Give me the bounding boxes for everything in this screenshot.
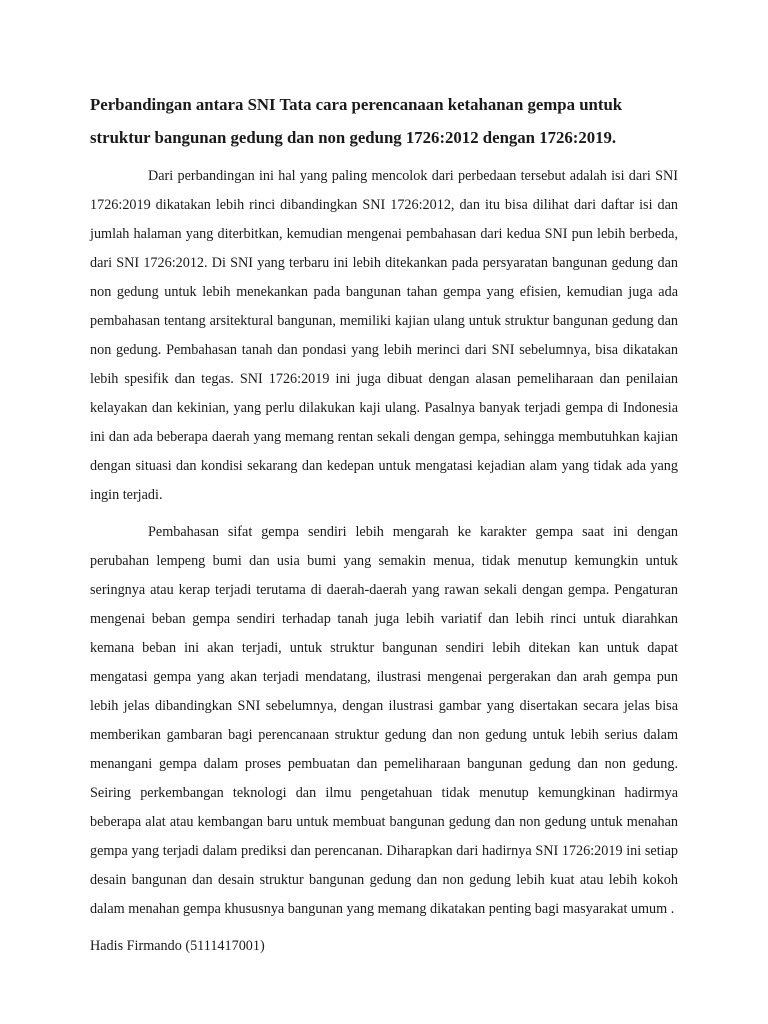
paragraph-2: Pembahasan sifat gempa sendiri lebih mengarah ke karakter gempa saat ini dengan perubahan lempeng bumi dan usia bumi yang semakin menua, tidak menutup kemungkin untuk seringnya atau kerap terjadi terutama di daerah-daerah yang rawan sekali dengan gempa. Pengaturan mengenai beban gempa sendiri terhadap tanah juga lebih variatif dan lebih rinci untuk diarahkan kemana beban ini akan terjadi, untuk struktur bangunan sendiri lebih ditekan kan untuk dapat mengatasi gempa yang akan terjadi mendatang, ilustrasi mengenai pergerakan dan arah gempa pun lebih jelas dibandingkan SNI sebelumnya, dengan ilustrasi gambar yang disertakan secara jelas bisa memberikan gambaran bagi perencanaan struktur gedung dan non gedung untuk lebih serius dalam menangani gempa dalam proses pembuatan dan pemeliharaan bangunan gedung dan non gedung. Seiring perkembangan teknologi dan ilmu pengetahuan tidak menutup kemungkinan hadirmya beberapa alat atau kembangan baru untuk membuat bangunan gedung dan non gedung untuk menahan gempa yang terjadi dalam prediksi dan perencanan. Diharapkan dari hadirnya SNI 1726:2019 ini setiap desain bangunan dan desain struktur bangunan gedung dan non gedung lebih kuat atau lebih kokoh dalam menahan gempa khususnya bangunan yang memang dikatakan penting bagi masyarakat umum .: [90, 524, 678, 917]
paragraph-1: Dari perbandingan ini hal yang paling mencolok dari perbedaan tersebut adalah isi dari SNI 1726:2019 dikatakan lebih rinci dibandingkan SNI 1726:2012, dan itu bisa dilihat dari daftar isi dan jumlah halaman yang diterbitkan, kemudian mengenai pembahasan dari kedua SNI pun lebih berbeda, dari SNI 1726:2012. Di SNI yang terbaru ini lebih ditekankan pada persyaratan bangunan gedung dan non gedung untuk lebih menekankan pada bangunan tahan gempa yang efisien, kemudian juga ada pembahasan tentang arsitektural bangunan, memiliki kajian ulang untuk struktur bangunan gedung dan non gedung. Pembahasan tanah dan pondasi yang lebih merinci dari SNI sebelumnya, bisa dikatakan lebih spesifik dan tegas. SNI 1726:2019 ini juga dibuat dengan alasan pemeliharaan dan penilaian kelayakan dan kekinian, yang perlu dilakukan kaji ulang. Pasalnya banyak terjadi gempa di Indonesia ini dan ada beberapa daerah yang memang rentan sekali dengan gempa, sehingga membutuhkan kajian dengan situasi dan kondisi sekarang dan kedepan untuk mengatasi kejadian alam yang tidak ada yang ingin terjadi.: [90, 168, 678, 503]
document-page: [90, 88, 678, 961]
author-line: Hadis Firmando (5111417001): [90, 938, 265, 954]
document-title: Perbandingan antara SNI Tata cara perencanaan ketahanan gempa untuk struktur bangunan gedung dan non gedung 1726:2012 dengan 1726:2019.: [90, 95, 623, 147]
